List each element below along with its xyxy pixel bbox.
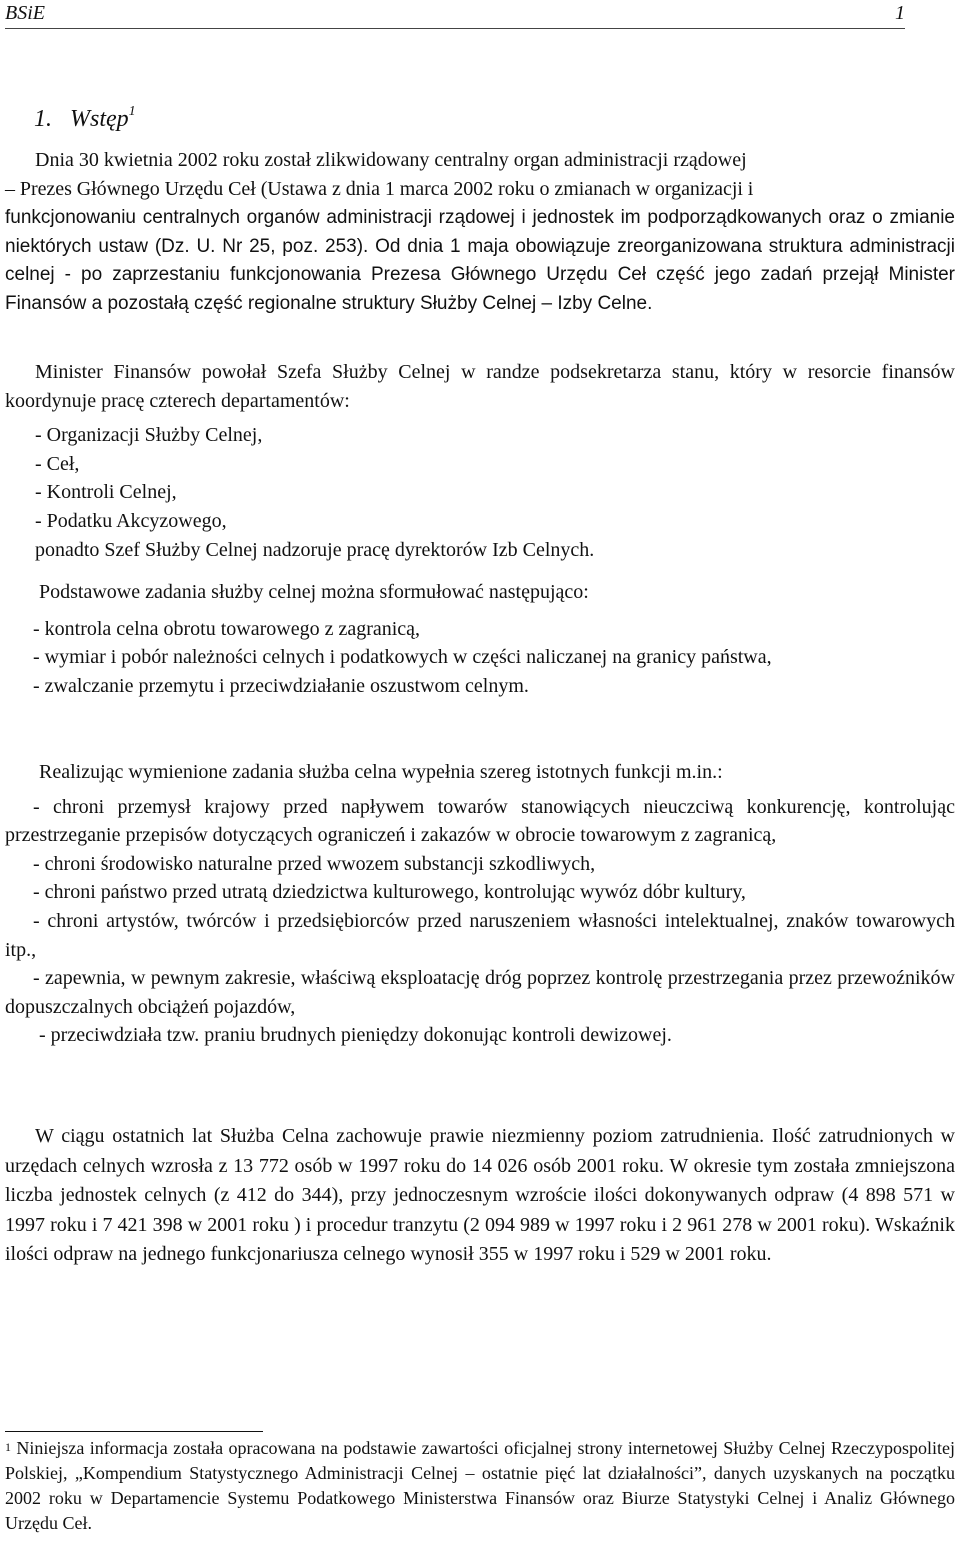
departments-closing: ponadto Szef Służby Celnej nadzoruje pracę dyrektorów Izb Celnych. <box>35 538 595 561</box>
department-item: - Podatku Akcyzowego, <box>35 509 227 532</box>
functions-paragraph <box>5 758 955 1050</box>
tasks-intro: Podstawowe zadania służby celnej można sformułować następująco: <box>39 581 589 603</box>
header-title: BSiE <box>5 2 45 24</box>
section-title: Wstęp <box>70 106 129 132</box>
function-item: - chroni państwo przed utratą dziedzictwa kulturowego, kontrolując wywóz dóbr kultury, <box>33 881 746 904</box>
page-number: 1 <box>895 2 905 24</box>
section-number: 1. <box>34 106 52 132</box>
functions-list <box>5 793 955 1050</box>
tasks-list <box>5 615 955 701</box>
functions-intro: Realizując wymienione zadania służba celna wypełnia szereg istotnych funkcji m.in.: <box>39 761 723 783</box>
department-item: - Ceł, <box>35 452 80 475</box>
function-item: - chroni środowisko naturalne przed wwozem substancji szkodliwych, <box>33 852 596 875</box>
footnote <box>5 1436 955 1536</box>
task-item: - wymiar i pobór należności celnych i podatkowych w części naliczanej na granicy państwa, <box>33 646 772 669</box>
function-item: - przeciwdziała tzw. praniu brudnych pieniędzy dokonując kontroli dewizowej. <box>39 1024 672 1047</box>
intro-line-1: Dnia 30 kwietnia 2002 roku został zlikwidowany centralny organ administracji rządowej <box>35 149 747 171</box>
footnote-mark: 1 <box>5 1440 11 1454</box>
department-item: - Organizacji Służby Celnej, <box>35 424 263 447</box>
intro-paragraph-sans: funkcjonowaniu centralnych organów administracji rządowej i jednostek im podporządkowanych oraz o zmianie niektórych ustaw (Dz. U. Nr 25, poz. 253). Od dnia 1 maja obowiązuje zreorganizowana struktura administracji celnej - po zaprzestaniu funkcjonowania Prezesa Głównego Urzędu Ceł część jego zadań przejął Minister Finansów a pozostałą część regionalne struktury Służby Celnej – Izby Celne. <box>5 207 955 314</box>
section-heading <box>34 106 136 133</box>
footnote-reference: 1 <box>128 104 136 119</box>
departments-list <box>5 421 955 564</box>
function-item: - chroni przemysł krajowy przed napływem towarów stanowiących nieuczciwą konkurencję, kontrolując przestrzeganie przepisów dotyczących ograniczeń i zakazów w obrocie towarowym z zagranicą, <box>5 795 955 847</box>
page-header <box>5 0 905 29</box>
departments-intro: Minister Finansów powołał Szefa Służby Celnej w randze podsekretarza stanu, który w resorcie finansów koordynuje pracę czterech departamentów: <box>5 361 955 412</box>
footnote-separator <box>5 1431 263 1432</box>
tasks-paragraph <box>5 578 955 700</box>
department-item: - Kontroli Celnej, <box>35 481 177 504</box>
intro-paragraph-serif <box>5 146 955 203</box>
task-item: - kontrola celna obrotu towarowego z zagranicą, <box>33 617 421 640</box>
task-item: - zwalczanie przemytu i przeciwdziałanie oszustwom celnym. <box>33 674 529 697</box>
intro-line-2: – Prezes Głównego Urzędu Ceł (Ustawa z dnia 1 marca 2002 roku o zmianach w organizacji i <box>5 177 754 200</box>
function-item: - chroni artystów, twórców i przedsiębiorców przed naruszeniem własności intelektualnej, znaków towarowych itp., <box>5 909 955 961</box>
employment-paragraph: W ciągu ostatnich lat Służba Celna zachowuje prawie niezmienny poziom zatrudnienia. Ilość zatrudnionych w urzędach celnych wzrosła z 13 772 osób w 1997 roku do 14 026 osób 2001 roku. W okresie tym została zmniejszona liczba jednostek celnych (z 412 do 344), przy jednoczesnym wzroście ilości dokonywanych odpraw (4 898 571 w 1997 roku i 7 421 398 w 2001 roku ) i procedur tranzytu (2 094 989 w 1997 roku i 2 961 278 w 2001 roku). Wskaźnik ilości odpraw na jednego funkcjonariusza celnego wynosił 355 w 1997 roku i 529 w 2001 roku. <box>5 1125 955 1265</box>
departments-paragraph <box>5 358 955 564</box>
function-item: - zapewnia, w pewnym zakresie, właściwą eksploatację dróg poprzez kontrolę przestrzegania przez przewoźników dopuszczalnych obciążeń pojazdów, <box>5 967 955 1018</box>
footnote-text: Niniejsza informacja została opracowana na podstawie zawartości oficjalnej strony internetowej Służby Celnej Rzeczypospolitej Polskiej, „Kompendium Statystycznego Administracji Celnej – ostatnie pięć lat działalności”, danych uzyskanych na początku 2002 roku w Departamencie Systemu Podatkowego Ministerstwa Finansów oraz Biurze Statystyki Celnej i Analiz Głównego Urzędu Ceł. <box>5 1438 956 1533</box>
